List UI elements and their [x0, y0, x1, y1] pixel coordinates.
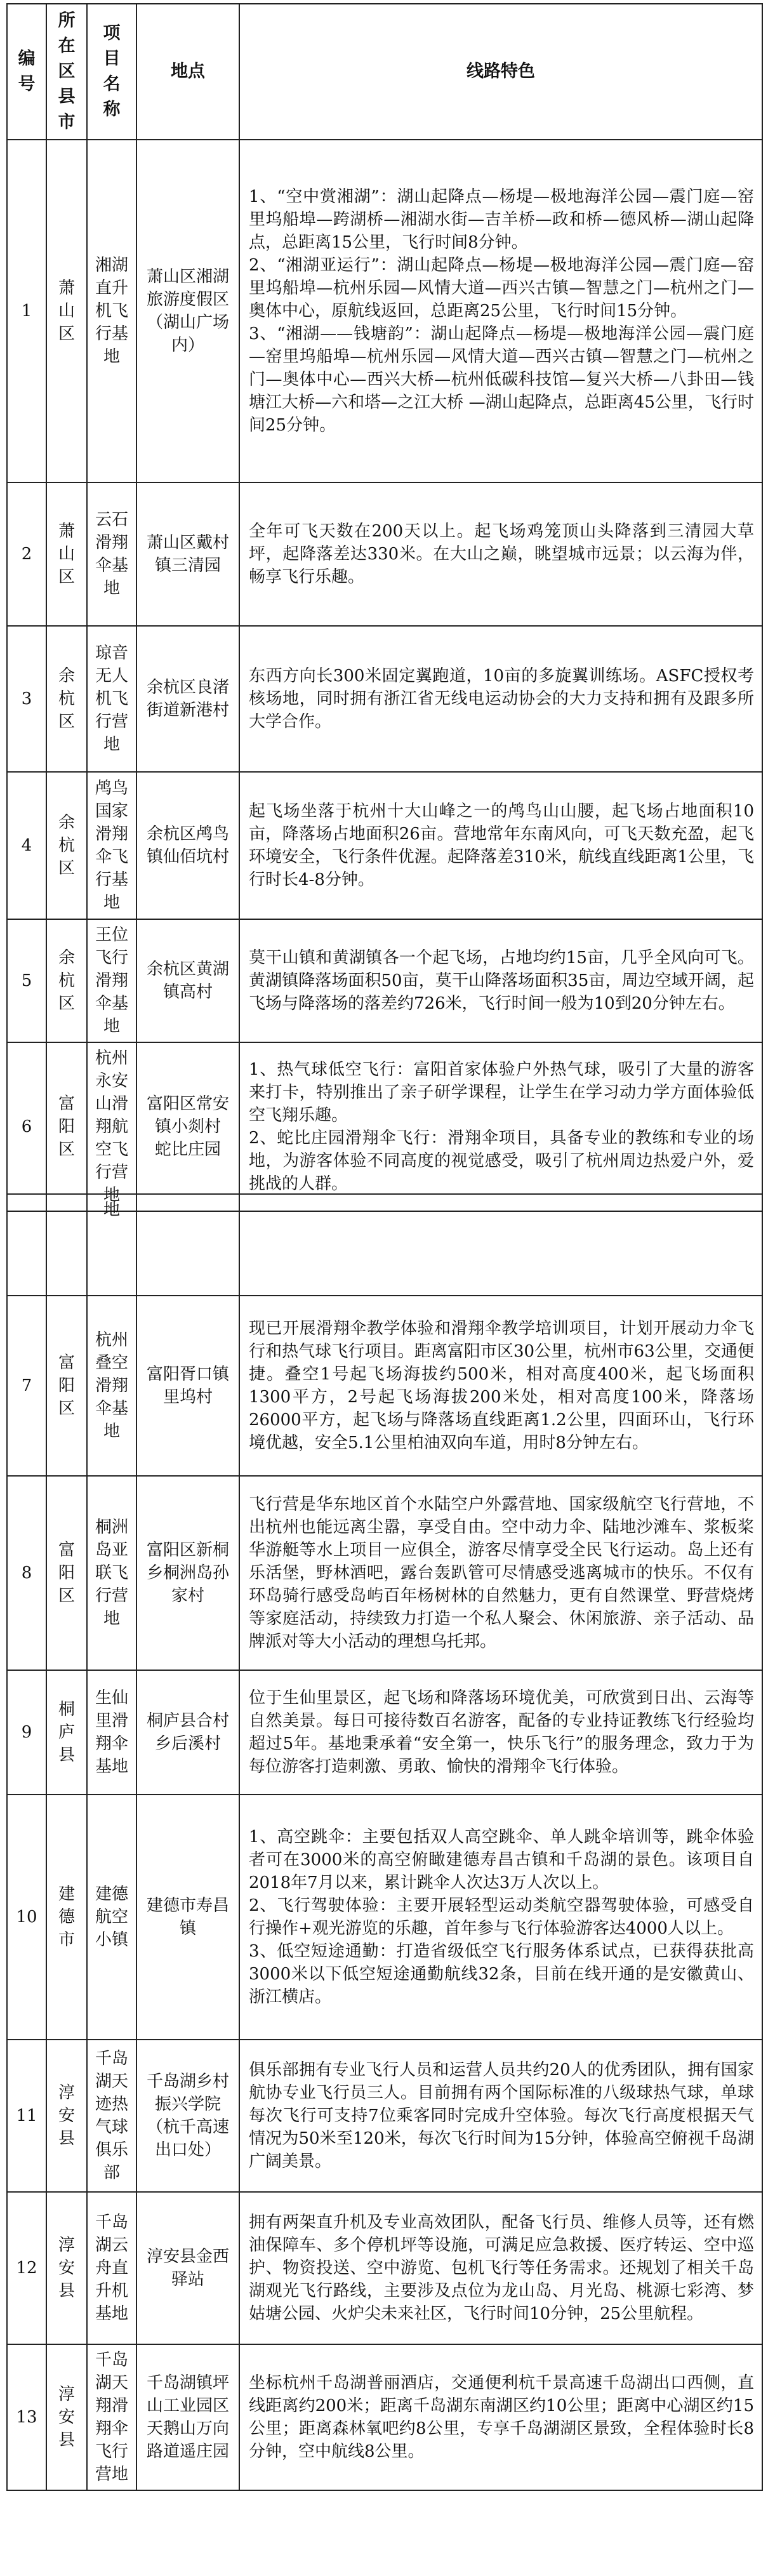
row-place: 萧山区湘湖旅游度假区（湖山广场内） — [136, 140, 239, 482]
row-number: 6 — [7, 1042, 46, 1211]
header-place: 地点 — [136, 4, 239, 140]
row-project-name: 琼音无人机飞行营地 — [87, 626, 136, 772]
header-no: 编号 — [7, 4, 46, 140]
row-county: 萧山区 — [46, 482, 87, 626]
route-table-part-1 — [6, 3, 762, 1212]
feature-paragraph: 1、热气球低空飞行：富阳首家体验户外热气球，吸引了大量的游客来打卡，特别推出了亲子研学课程，让学生在学习动力学方面体验低空飞翔乐趣。 — [249, 1060, 754, 1125]
row-place: 萧山区戴村镇三清园 — [136, 482, 239, 626]
row-number: 12 — [7, 2192, 46, 2344]
row-number: 1 — [7, 140, 46, 482]
table-row — [7, 140, 762, 482]
feature-paragraph: 2、飞行驾驶体验：主要开展轻型运动类航空器驾驶体验，可感受自行操作+观光游览的乐趣，首年参与飞行体验游客达4000人以上。 — [249, 1896, 754, 1938]
row-feature — [239, 1042, 762, 1211]
feature-paragraph: 1、高空跳伞：主要包括双人高空跳伞、单人跳伞培训等，跳伞体验者可在3000米的高空俯瞰建德寿昌古镇和千岛湖的景色。该项目自2018年7月以来，累计跳伞人次达3万人次以上。 — [249, 1828, 754, 1892]
feature-paragraph: 起飞场坐落于杭州十大山峰之一的鸬鸟山山腰，起飞场占地面积10亩，降落场占地面积26亩。营地常年东南风向，可飞天数充盈，起飞环境安全，飞行条件优渥。起降落差310米，航线直线距离1公里，飞行时长4-8分钟。 — [249, 802, 754, 889]
row-number: 7 — [7, 1296, 46, 1476]
feature-paragraph: 3、“湘湖——钱塘韵”：湖山起降点—杨堤—极地海洋公园—震门庭—窑里坞船埠—杭州乐园—风情大道—西兴古镇—智慧之门—杭州之门—奥体中心—西兴大桥—杭州低碳科技馆—复兴大桥—八卦田—钱塘江大桥—六和塔—之江大桥 —湖山起降点，总距离45公里，飞行时间25分钟。 — [249, 324, 754, 435]
row-place: 富阳区新桐乡桐洲岛孙家村 — [136, 1476, 239, 1670]
row-county: 桐庐县 — [46, 1670, 87, 1795]
feature-paragraph: 2、蛇比庄园滑翔伞飞行：滑翔伞项目，具备专业的教练和专业的场地，为游客体验不同高度的视觉感受，吸引了杭州周边热爱户外，爱挑战的人群。 — [249, 1129, 754, 1193]
table-row — [7, 1670, 762, 1795]
row-number: 9 — [7, 1670, 46, 1795]
feature-paragraph: 1、“空中赏湘湖”：湖山起降点—杨堤—极地海洋公园—震门庭—窑里坞船埠—跨湖桥—湘湖水街—吉羊桥—政和桥—德风桥—湖山起降点，总距离15公里，飞行时间8分钟。 — [249, 187, 754, 252]
row-feature — [239, 919, 762, 1042]
row-feature — [239, 2344, 762, 2490]
row-county: 淳安县 — [46, 2192, 87, 2344]
row-feature — [239, 482, 762, 626]
row-project-name: 地 — [87, 1194, 136, 1296]
table-row — [7, 2192, 762, 2344]
row-county — [46, 1194, 87, 1296]
row-feature — [239, 1476, 762, 1670]
row-project-name: 湘湖直升机飞行基地 — [87, 140, 136, 482]
feature-paragraph: 3、低空短途通勤：打造省级低空飞行服务体系试点，已获得获批高3000米以下低空短途通勤航线32条，目前在线开通的是安徽黄山、浙江横店。 — [249, 1942, 754, 2007]
row-feature — [239, 2192, 762, 2344]
row-place: 余杭区鸬鸟镇仙佰坑村 — [136, 772, 239, 919]
row-feature — [239, 2040, 762, 2192]
row-feature — [239, 140, 762, 482]
row-project-name: 生仙里滑翔伞基地 — [87, 1670, 136, 1795]
row-county: 淳安县 — [46, 2344, 87, 2490]
row-place: 淳安县金西驿站 — [136, 2192, 239, 2344]
table-row — [7, 772, 762, 919]
row-place: 千岛湖乡村振兴学院（杭千高速出口处） — [136, 2040, 239, 2192]
feature-paragraph: 东西方向长300米固定翼跑道，10亩的多旋翼训练场。ASFC授权考核场地，同时拥有浙江省无线电运动协会的大力支持和拥有及跟多所大学合作。 — [249, 667, 754, 731]
row-project-name: 鸬鸟国家滑翔伞飞行基地 — [87, 772, 136, 919]
header-feature: 线路特色 — [239, 4, 762, 140]
row-county: 余杭区 — [46, 772, 87, 919]
row-feature — [239, 626, 762, 772]
row-place: 余杭区良渚街道新港村 — [136, 626, 239, 772]
table-row — [7, 1795, 762, 2040]
row-number: 13 — [7, 2344, 46, 2490]
row-county: 富阳区 — [46, 1476, 87, 1670]
row-project-name: 桐洲岛亚联飞行营地 — [87, 1476, 136, 1670]
route-table-part-2 — [6, 1193, 762, 2491]
row-number: 4 — [7, 772, 46, 919]
header-county: 所在区县市 — [46, 4, 87, 140]
feature-paragraph: 俱乐部拥有专业飞行人员和运营人员共约20人的优秀团队，拥有国家航协专业飞行员三人。目前拥有两个国际标准的八级球热气球，单球每次飞行可支持7位乘客同时完成升空体验。每次飞行高度根据天气情况为50米至120米，每次飞行时间为15分钟，体验高空俯视千岛湖广阔美景。 — [249, 2061, 754, 2171]
table-row — [7, 919, 762, 1042]
row-place: 富阳胥口镇里坞村 — [136, 1296, 239, 1476]
table-row — [7, 626, 762, 772]
table-row — [7, 2344, 762, 2490]
row-number: 2 — [7, 482, 46, 626]
table-header-row — [7, 4, 762, 140]
row-county: 余杭区 — [46, 626, 87, 772]
row-project-name: 建德航空小镇 — [87, 1795, 136, 2040]
route-table — [6, 3, 763, 1212]
row-feature — [239, 1795, 762, 2040]
row-county: 富阳区 — [46, 1042, 87, 1211]
row-project-name: 杭州永安山滑翔航空飞行营地 — [87, 1042, 136, 1211]
row-county: 余杭区 — [46, 919, 87, 1042]
table-row — [7, 482, 762, 626]
feature-paragraph: 飞行营是华东地区首个水陆空户外露营地、国家级航空飞行营地，不出杭州也能远离尘嚣，享受自由。空中动力伞、陆地沙滩车、浆板桨华游艇等水上项目一应俱全，游客尽情享受全民飞行运动。岛上还有乐活堡，野林酒吧，露台轰趴管可尽情感受逃离城市的快乐。不仅有环岛骑行感受岛屿百年杨树林的自然魅力，更有自然课堂、野营烧烤等家庭活动，持续致力打造一个私人聚会、休闲旅游、亲子活动、品牌派对等大小活动的理想乌托邦。 — [249, 1495, 754, 1651]
table-row — [7, 1042, 762, 1211]
row-place: 富阳区常安镇小剡村 蛇比庄园 — [136, 1042, 239, 1211]
feature-paragraph: 全年可飞天数在200天以上。起飞场鸡笼顶山头降落到三清园大草坪，起降落差达330米。在大山之巅，眺望城市远景；以云海为伴，畅享飞行乐趣。 — [249, 522, 754, 587]
header-name: 项目名称 — [87, 4, 136, 140]
route-table-continued — [6, 1193, 763, 2491]
row-place: 桐庐县合村乡后溪村 — [136, 1670, 239, 1795]
row-project-name: 王位飞行滑翔伞基地 — [87, 919, 136, 1042]
row-county: 建德市 — [46, 1795, 87, 2040]
row-place — [136, 1194, 239, 1296]
row-county: 淳安县 — [46, 2040, 87, 2192]
row-feature — [239, 1194, 762, 1296]
row-number: 8 — [7, 1476, 46, 1670]
row-project-name: 千岛湖天迹热气球俱乐部 — [87, 2040, 136, 2192]
row-place: 余杭区黄湖镇高村 — [136, 919, 239, 1042]
row-project-name: 千岛湖云舟直升机基地 — [87, 2192, 136, 2344]
row-feature — [239, 772, 762, 919]
row-project-name: 千岛湖天翔滑翔伞飞行营地 — [87, 2344, 136, 2490]
row-feature — [239, 1670, 762, 1795]
table-row — [7, 2040, 762, 2192]
row-place: 千岛湖镇坪山工业园区天鹅山万向路道遥庄园 — [136, 2344, 239, 2490]
row-feature — [239, 1296, 762, 1476]
feature-paragraph: 拥有两架直升机及专业高效团队，配备飞行员、维修人员等，还有燃油保障车、多个停机坪等设施，可满足应急救援、医疗转运、空中巡护、物资投送、空中游览、包机飞行等任务需求。还规划了相关千岛湖观光飞行路线，主要涉及点位为龙山岛、月光岛、桃源七彩湾、梦姑塘公园、火炉尖未来社区，飞行时间10分钟，25公里航程。 — [249, 2213, 754, 2323]
feature-paragraph: 莫干山镇和黄湖镇各一个起飞场，占地均约15亩，几乎全风向可飞。黄湖镇降落场面积50亩，莫干山降落场面积35亩，周边空域开阔，起飞场与降落场的落差约726米，飞行时间一般为10到20分钟左右。 — [249, 948, 754, 1013]
row-project-name: 杭州叠空滑翔伞基地 — [87, 1296, 136, 1476]
row-number — [7, 1194, 46, 1296]
row-project-name: 云石滑翔伞基地 — [87, 482, 136, 626]
table-row — [7, 1296, 762, 1476]
table-row — [7, 1476, 762, 1670]
row-number: 3 — [7, 626, 46, 772]
feature-paragraph: 2、“湘湖亚运行”：湖山起降点—杨堤—极地海洋公园—震门庭—窑里坞船埠—杭州乐园—风情大道—西兴古镇—智慧之门—杭州之门—奥体中心，原航线返回，总距离25公里，飞行时间15分钟。 — [249, 256, 754, 321]
row-number: 10 — [7, 1795, 46, 2040]
table-row-continuation — [7, 1194, 762, 1296]
row-place: 建德市寿昌镇 — [136, 1795, 239, 2040]
feature-paragraph: 坐标杭州千岛湖普丽酒店，交通便利杭千景高速千岛湖出口西侧，直线距离约200米；距离千岛湖东南湖区约10公里；距离中心湖区约15公里；距离森林氧吧约8公里，专享千岛湖湖区景致，全程体验时长8分钟，空中航线8公里。 — [249, 2374, 754, 2461]
row-number: 11 — [7, 2040, 46, 2192]
row-county: 富阳区 — [46, 1296, 87, 1476]
feature-paragraph: 位于生仙里景区，起飞场和降落场环境优美，可欣赏到日出、云海等自然美景。每日可接待数百名游客，配备的专业持证教练飞行经验均超过5年。基地秉承着“安全第一，快乐飞行”的服务理念，致力于为每位游客打造刺激、勇敢、愉快的滑翔伞飞行体验。 — [249, 1689, 754, 1776]
feature-paragraph: 现已开展滑翔伞教学体验和滑翔伞教学培训项目，计划开展动力伞飞行和热气球飞行项目。距离富阳市区30公里，杭州市63公里，交通便捷。叠空1号起飞场海拔约500米，相对高度400米，起飞场面积1300平方，2号起飞场海拔200米处，相对高度100米，降落场26000平方，起飞场与降落场直线距离1.2公里，四面环山，飞行环境优越，安全5.1公里柏油双向车道，用时8分钟左右。 — [249, 1319, 754, 1452]
row-number: 5 — [7, 919, 46, 1042]
row-county: 萧山区 — [46, 140, 87, 482]
